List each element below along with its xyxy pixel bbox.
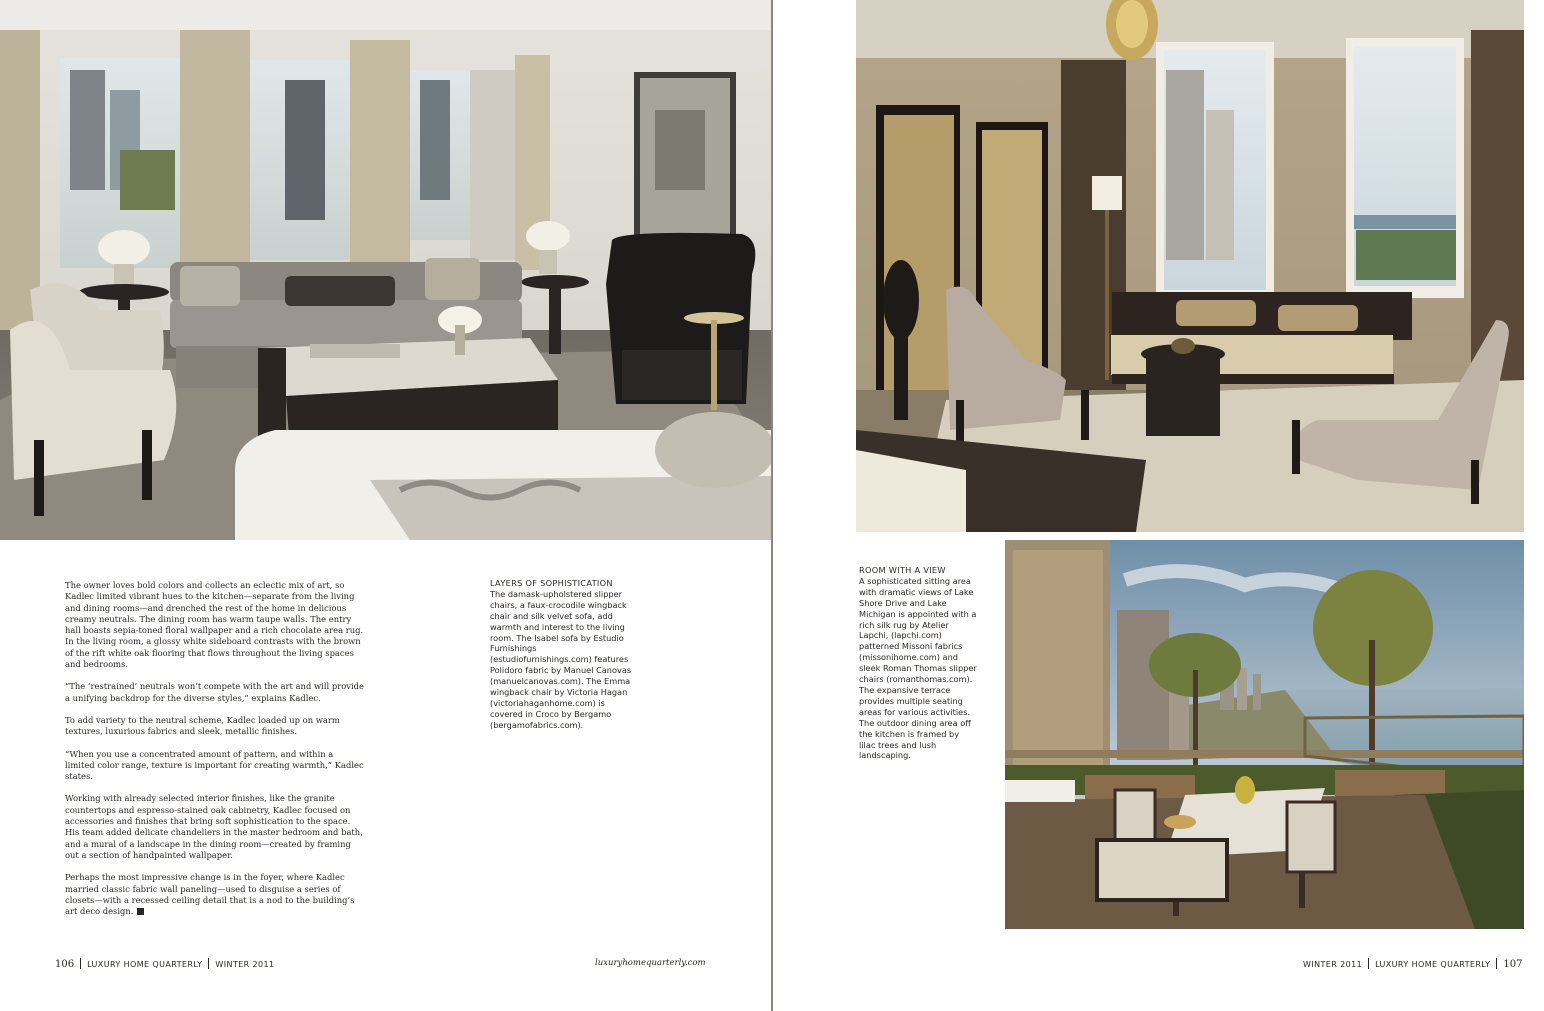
page-number: 107 (1503, 959, 1523, 970)
body-paragraph-6: Perhaps the most impressive change is in the foyer, where Kadlec married classic fabric wall paneling—used to disguise a series of closets—with a recessed ceiling detail that is a nod to the building’s art deco design. (65, 872, 355, 917)
page-number: 106 (55, 959, 75, 970)
right-folio (1303, 958, 1522, 970)
caption-text: A sophisticated sitting area with dramatic views of Lake Shore Drive and Lake Michigan is appointed with a rich silk rug by Atelier Lapchi, (lapchi.com) patterned Missoni fabrics (missonihome.com) and sleek Roman Thomas slipper chairs (romanthomas.com). The expansive terrace provides multiple seating areas for various activities. The outdoor dining area off the kitchen is framed by lilac trees and lush landscaping. (859, 575, 977, 761)
terrace-illustration (1005, 540, 1524, 929)
body-paragraph-5: Working with already selected interior finishes, like the granite countertops and espresso-stained oak cabinetry, Kadlec focused on accessories and finishes that bring soft sophistication to the space. His team added delicate chandeliers in the master bedroom and bath, and a mural of a landscape in the dining room—created by framing out a section of handpainted wallpaper. (65, 793, 363, 860)
issue-label: WINTER 2011 (1303, 960, 1363, 969)
caption-text: The damask-upholstered slipper chairs, a faux-crocodile wingback chair and silk velvet sofa, add warmth and interest to the living room. The Isabel sofa by Estudio Furnishings (estudiofurnishings.com) features Polidoro fabric by Manuel Canovas (manuelcanovas.com). The Emma wingback chair by Victoria Hagan (victoriahaganhome.com) is covered in Croco by Bergamo (bergamofabrics.com). (490, 588, 632, 730)
folio-divider (1496, 958, 1497, 969)
folio-divider (1368, 958, 1369, 969)
body-paragraph-3: To add variety to the neutral scheme, Kadlec loaded up on warm textures, luxurious fabrics and sleek, metallic finishes. (65, 714, 340, 737)
body-paragraph-4: “When you use a concentrated amount of pattern, and within a limited color range, texture is important for creating warmth,” Kadlec states. (65, 748, 364, 782)
magazine-name: LUXURY HOME QUARTERLY (1375, 960, 1491, 969)
page-spine (771, 0, 773, 1011)
living-room-photo (0, 0, 771, 540)
folio-divider (208, 958, 209, 969)
living-room-caption (490, 578, 640, 731)
body-paragraph-2: “The ‘restrained’ neutrals won’t compete with the art and will provide a unifying backdrop for the diverse styles,” explains Kadlec. (65, 681, 364, 703)
magazine-name: LUXURY HOME QUARTERLY (87, 960, 203, 969)
sitting-room-photo (856, 0, 1524, 532)
sitting-room-caption (859, 565, 977, 761)
article-body (65, 580, 365, 928)
website-url: luxuryhomequarterly.com (595, 958, 706, 968)
terrace-photo (1005, 540, 1524, 929)
sitting-room-illustration (856, 0, 1524, 532)
issue-label: WINTER 2011 (215, 960, 275, 969)
body-paragraph-6-wrap (65, 872, 365, 917)
living-room-illustration (0, 0, 771, 540)
caption-heading: ROOM WITH A VIEW (859, 565, 946, 575)
body-paragraph-1: The owner loves bold colors and collects an eclectic mix of art, so Kadlec limited vibrant hues to the kitchen—separate from the living and dining rooms—and drenched the rest of the home in delicious creamy neutrals. The dining room has warm taupe walls. The entry hall boasts sepia-toned floral wallpaper and a rich chocolate area rug. In the living room, a glossy white sideboard contrasts with the brown of the rift white oak flooring that flows throughout the living spaces and bedrooms. (65, 580, 364, 670)
folio-divider (80, 958, 81, 969)
end-mark-icon (137, 908, 144, 915)
caption-heading: LAYERS OF SOPHISTICATION (490, 578, 613, 588)
left-folio (55, 958, 274, 970)
